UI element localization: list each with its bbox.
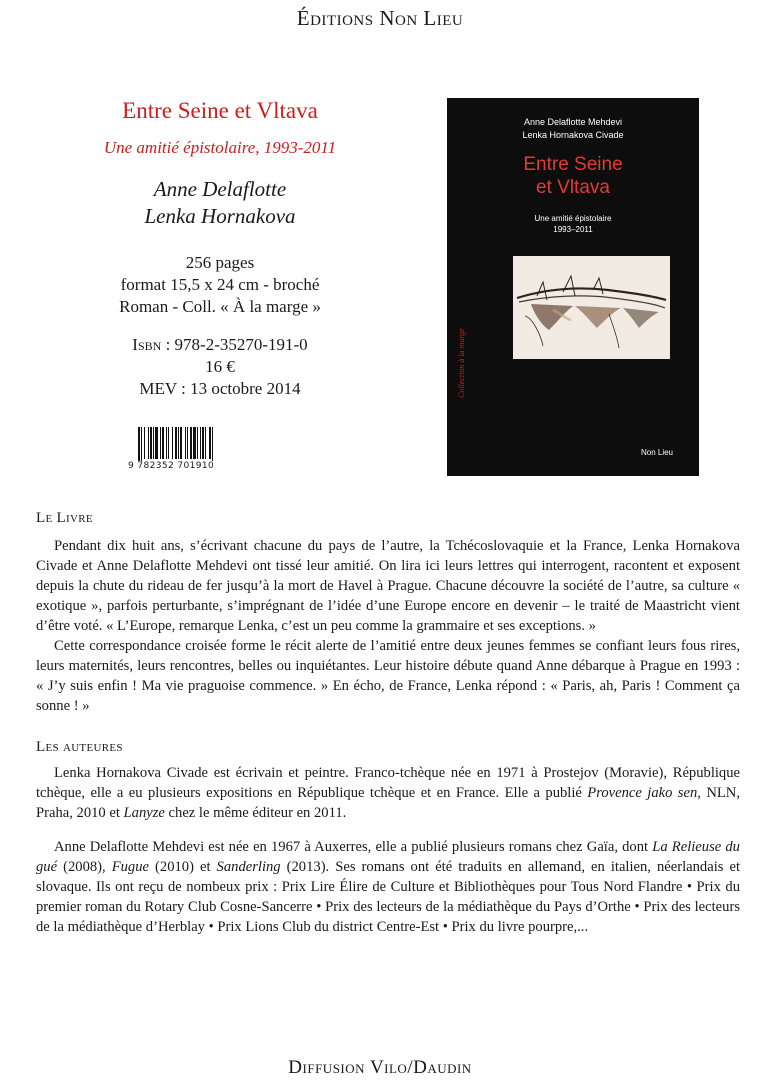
p4-g: (2013). Ses romans ont été traduits en allemand, en italien, néerlandais et slovaque. Ils ont reçu de nombeux prix : Prix Lire Élire de Culture et Bibliothèques pour Tous Nord Flandre • Prix du premier roman du Rotary Club Cosne-Sancerre • Prix des lecteurs de la médiathèque du Pays d’Orthe • Prix des lecteurs de la médiathèque d’Herblay • Prix Lions Club du district Centre-Est • Prix du livre pourpre,... xyxy=(36,859,740,935)
barcode-bar xyxy=(187,427,188,459)
isbn-label: Isbn xyxy=(132,335,162,354)
paragraph-livre-2 xyxy=(36,636,740,716)
book-commercial xyxy=(60,334,380,400)
p3-a: Lenka Hornakova Civade est écrivain et peintre. Franco-tchèque née en 1971 à Prostejov (Moravie), République tchèque, elle a eu plusieurs expositions en République tchèque et en France. Elle a publié xyxy=(36,765,740,801)
book-title: Entre Seine et Vltava xyxy=(122,98,318,123)
barcode-bar xyxy=(197,427,198,459)
barcode-bar xyxy=(180,427,182,459)
barcode-bars xyxy=(128,425,238,461)
cover-title-line-1: Entre Seine xyxy=(523,154,623,175)
p3-title-lanyze: Lanyze xyxy=(123,805,165,821)
barcode-bar xyxy=(155,427,158,459)
author-1: Anne Delaflotte xyxy=(153,177,287,201)
distributor-footer: Diffusion Vilo/Daudin xyxy=(288,1057,472,1078)
cover-subtitle-line-2: 1993–2011 xyxy=(553,225,593,234)
release-date: MEV : 13 octobre 2014 xyxy=(139,379,301,398)
p4-title-sanderling: Sanderling xyxy=(216,859,281,875)
book-specs xyxy=(60,252,380,318)
barcode-bar xyxy=(138,427,140,461)
p4-a: Anne Delaflotte Mehdevi est née en 1967 à Auxerres, elle a publié plusieurs romans chez Gaïa, dont xyxy=(54,839,653,855)
cover-authors xyxy=(447,116,699,142)
isbn-value: : 978-2-35270-191-0 xyxy=(161,335,308,354)
book-format: format 15,5 x 24 cm - broché xyxy=(120,275,320,294)
barcode-bar xyxy=(144,427,145,459)
p3-e: chez le même éditeur en 2011. xyxy=(164,805,347,821)
paragraph-auteures-1 xyxy=(36,763,740,823)
publisher-header: Éditions Non Lieu xyxy=(296,6,464,30)
author-2: Lenka Hornakova xyxy=(144,204,296,228)
cover-title-line-2: et Vltava xyxy=(536,177,610,198)
barcode-bar xyxy=(166,427,167,459)
barcode-bar xyxy=(141,427,142,461)
barcode-bar xyxy=(175,427,177,459)
barcode-bar xyxy=(202,427,204,459)
barcode-bar xyxy=(190,427,192,459)
barcode-bar xyxy=(212,427,213,461)
barcode-bar xyxy=(153,427,154,459)
barcode-bar xyxy=(193,427,196,459)
price: 16 € xyxy=(205,357,235,376)
section-heading-auteures: Les auteures xyxy=(36,739,123,755)
barcode xyxy=(128,425,238,477)
barcode-bar xyxy=(148,427,149,459)
p4-title-relieuse: La Relieuse du gué xyxy=(36,839,740,875)
cover-author-1: Anne Delaflotte Mehdevi xyxy=(523,117,623,127)
book-subtitle: Une amitié épistolaire, 1993-2011 xyxy=(103,138,337,157)
book-cover xyxy=(447,98,699,476)
barcode-bar xyxy=(209,427,211,459)
p3-title-provence: Provence jako sen xyxy=(587,785,698,801)
barcode-bar xyxy=(168,427,169,459)
barcode-bar xyxy=(162,427,164,459)
paragraph-auteures-2 xyxy=(36,837,740,937)
book-authors xyxy=(60,176,380,230)
cover-publisher: Non Lieu xyxy=(640,448,673,457)
cover-subtitle-line-1: Une amitié épistolaire xyxy=(534,214,612,223)
barcode-bar xyxy=(178,427,179,459)
barcode-bar xyxy=(160,427,161,459)
bridge-sketch-illustration xyxy=(513,256,670,359)
cover-painting xyxy=(513,256,670,359)
cover-collection-label: Collection à la marge xyxy=(457,328,466,398)
p4-c: (2008), xyxy=(57,859,112,875)
barcode-digits: 9 782352 701910 xyxy=(128,461,215,471)
cover-subtitle xyxy=(447,213,699,235)
p3-c: , NLN, Praha, 2010 et xyxy=(36,785,740,821)
paragraph-livre-2-text: Cette correspondance croisée forme le récit alerte de l’amitié entre deux jeunes femmes se confiant leurs fous rires, leurs maternités, leurs rencontres, belles ou inquiétantes. Leur histoire débute quand Anne débarque à Prague en 1993 : « J’y suis enfin ! Ma vie praguoise commence. » En écho, de France, Lenka répond : « Paris, ah, Paris ! Comment ça sonne ! » xyxy=(36,638,740,714)
paragraph-livre-1 xyxy=(36,536,740,636)
book-collection: Roman - Coll. « À la marge » xyxy=(119,297,321,316)
barcode-bar xyxy=(172,427,173,459)
barcode-bar xyxy=(185,427,186,459)
p4-e: (2010) et xyxy=(149,859,217,875)
p4-title-fugue: Fugue xyxy=(111,859,149,875)
barcode-bar xyxy=(205,427,206,459)
page-count: 256 pages xyxy=(185,253,255,272)
cover-title xyxy=(447,153,699,199)
cover-author-2: Lenka Hornakova Civade xyxy=(522,130,624,140)
book-info xyxy=(60,98,380,400)
barcode-bar xyxy=(200,427,201,459)
isbn xyxy=(60,334,380,356)
paragraph-livre-1-text: Pendant dix huit ans, s’écrivant chacune du pays de l’autre, la Tchécoslovaquie et la France, Lenka Hornakova Civade et Anne Delaflotte Mehdevi ont tissé leur amitié. On lira ici leurs lettres qui interrogent, racontent et exposent depuis la chute du rideau de fer jusqu’à la mort de Havel à Prague. Chacune découvre la société de l’autre, sa culture « exotique », parfois perturbante, s’imprégnant de l’idée d’une Europe encore en devenir – le traité de Maastricht vient d’être voté. « L’Europe, remarque Lenka, c’est un peu comme la grammaire et ses exceptions. » xyxy=(36,538,740,634)
section-heading-livre: Le Livre xyxy=(36,510,93,526)
barcode-bar xyxy=(150,427,152,459)
